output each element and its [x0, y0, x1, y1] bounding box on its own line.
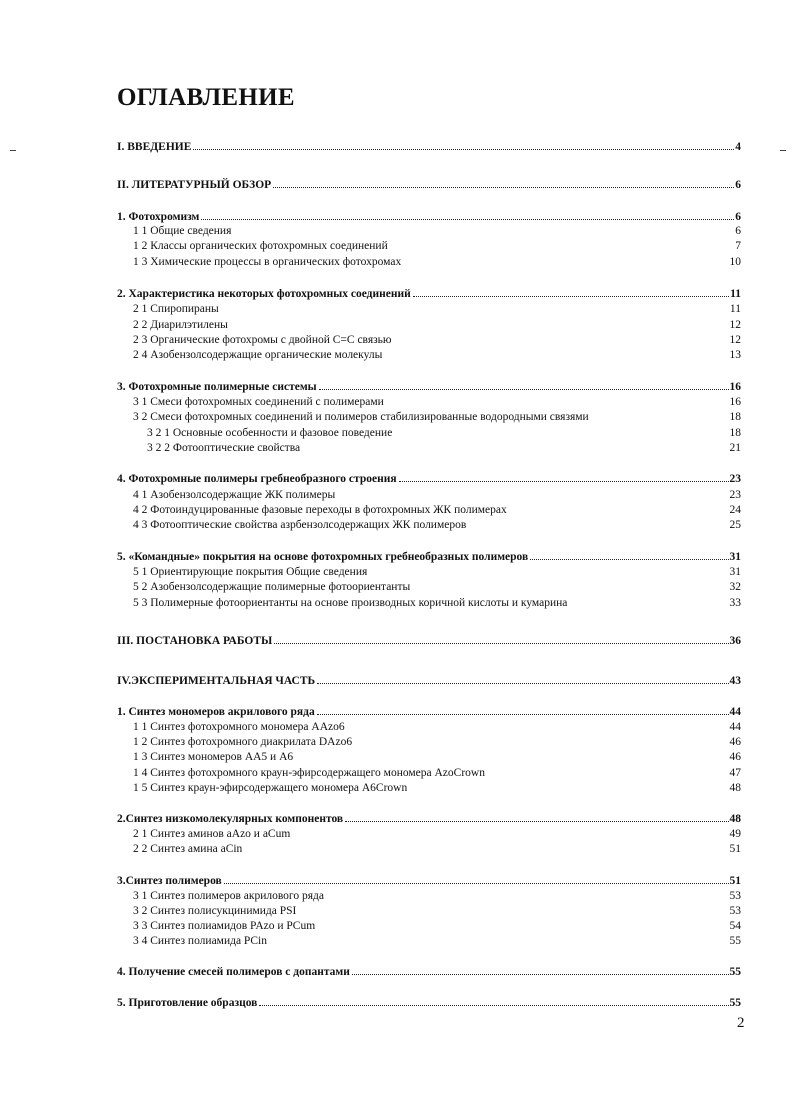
- toc-entry-page: 44: [729, 706, 741, 718]
- toc-entry: [133, 318, 741, 332]
- page-title: ОГЛАВЛЕНИЕ: [117, 84, 295, 111]
- toc-entry-page: 12: [729, 319, 741, 331]
- dot-leader: [530, 559, 728, 560]
- toc-entry-page: 6: [735, 225, 741, 237]
- toc-entry-label: 5 2 Азобензолсодержащие полимерные фотоориентанты: [133, 581, 411, 593]
- toc-entry: [133, 395, 741, 409]
- toc-entry: [117, 178, 741, 192]
- dot-leader: [224, 883, 729, 884]
- toc-entry-page: 31: [729, 566, 741, 578]
- toc-entry-label: 2 1 Синтез аминов aAzo и aCum: [133, 828, 291, 840]
- toc-entry-label: 5. Приготовление образцов: [117, 997, 258, 1009]
- toc-entry-page: 12: [729, 334, 741, 346]
- toc-entry: [133, 904, 741, 918]
- toc-entry-page: 46: [729, 736, 741, 748]
- toc-entry: [133, 333, 741, 347]
- toc-entry-label: 2 4 Азобензолсодержащие органические молекулы: [133, 349, 383, 361]
- toc-entry-page: 21: [729, 442, 741, 454]
- toc-entry-label: 4 3 Фотооптические свойства азрбензолсодержащих ЖК полимеров: [133, 519, 467, 531]
- toc-entry-page: 36: [729, 635, 741, 647]
- toc-entry-page: 24: [729, 504, 741, 516]
- toc-entry-page: 47: [729, 767, 741, 779]
- toc-entry-page: 33: [729, 597, 741, 609]
- toc-entry-label: 3 2 1 Основные особенности и фазовое поведение: [147, 427, 393, 439]
- toc-entry-label: 1 4 Синтез фотохромного краун-эфирсодержащего мономера AzoCrown: [133, 767, 485, 779]
- toc-entry-label: 1 2 Синтез фотохромного диакрилата DAzo6: [133, 736, 353, 748]
- toc-entry: [133, 750, 741, 764]
- toc-entry-label: 2.Синтез низкомолекулярных компонентов: [117, 813, 344, 825]
- toc-entry-label: 2 1 Спиропираны: [133, 303, 219, 315]
- toc-entry-label: 3 2 Синтез полисукцинимида PSI: [133, 905, 297, 917]
- toc-entry-label: IV.ЭКСПЕРИМЕНТАЛЬНАЯ ЧАСТЬ: [117, 675, 316, 687]
- toc-entry-label: 2. Характеристика некоторых фотохромных соединений: [117, 288, 411, 300]
- toc-entry-page: 25: [729, 519, 741, 531]
- dot-leader: [193, 149, 734, 150]
- toc-entry: [133, 503, 741, 517]
- toc-entry-page: 55: [729, 997, 741, 1009]
- toc-entry: [117, 210, 741, 224]
- toc-entry-page: 48: [729, 782, 741, 794]
- toc-entry-page: 43: [729, 675, 741, 687]
- toc-entry-label: III. ПОСТАНОВКА РАБОТЫ: [117, 635, 273, 647]
- toc-entry-page: 11: [729, 303, 741, 315]
- toc-entry-label: 1 1 Общие сведения: [133, 225, 232, 237]
- toc-entry: [133, 302, 741, 316]
- toc-entry-label: I. ВВЕДЕНИЕ: [117, 141, 192, 153]
- toc-entry-page: 11: [730, 288, 741, 300]
- toc-entry: [133, 255, 741, 269]
- toc-entry-page: 10: [729, 256, 741, 268]
- toc-entry: [117, 674, 741, 688]
- scan-mark: [780, 150, 786, 151]
- dot-leader: [317, 683, 728, 684]
- toc-entry: [133, 410, 741, 424]
- toc-entry-label: 4. Получение смесей полимеров с допантами: [117, 966, 350, 978]
- dot-leader: [345, 821, 728, 822]
- toc-entry-page: 18: [729, 411, 741, 423]
- toc-entry: [133, 889, 741, 903]
- toc-entry-label: 3. Фотохромные полимерные системы: [117, 381, 317, 393]
- toc-entry: [133, 488, 741, 502]
- toc-entry: [133, 766, 741, 780]
- toc-entry-page: 49: [729, 828, 741, 840]
- toc-entry-label: 1. Фотохромизм: [117, 211, 200, 223]
- toc-entry-label: 2 2 Диарилэтилены: [133, 319, 228, 331]
- toc-entry-label: II. ЛИТЕРАТУРНЫЙ ОБЗОР: [117, 179, 272, 191]
- toc-entry-page: 51: [729, 875, 741, 887]
- toc-entry-page: 16: [729, 396, 741, 408]
- toc-entry: [147, 441, 741, 455]
- toc-entry-label: 2 2 Синтез амина aCin: [133, 843, 243, 855]
- toc-entry-label: 5. «Командные» покрытия на основе фотохромных гребнеобразных полимеров: [117, 551, 529, 563]
- toc-entry-page: 7: [735, 240, 741, 252]
- toc-entry-page: 44: [729, 721, 741, 733]
- toc-entry-page: 32: [729, 581, 741, 593]
- toc-entry: [147, 426, 741, 440]
- toc-entry: [133, 580, 741, 594]
- toc-entry: [133, 239, 741, 253]
- toc-entry: [117, 874, 741, 888]
- dot-leader: [274, 643, 728, 644]
- toc-entry: [133, 842, 741, 856]
- toc-entry-page: 53: [729, 905, 741, 917]
- dot-leader: [259, 1005, 728, 1006]
- toc-entry-page: 23: [729, 489, 741, 501]
- dot-leader: [399, 481, 729, 482]
- toc-entry-page: 6: [735, 211, 741, 223]
- toc-entry-label: 3.Синтез полимеров: [117, 875, 222, 887]
- toc-entry-label: 4. Фотохромные полимеры гребнеобразного строения: [117, 473, 397, 485]
- toc-entry-label: 1 2 Классы органических фотохромных соединений: [133, 240, 388, 252]
- toc-entry-label: 2 3 Органические фотохромы с двойной C=C связью: [133, 334, 392, 346]
- toc-entry: [117, 140, 741, 154]
- toc-entry-page: 4: [735, 141, 741, 153]
- toc-entry: [117, 965, 741, 979]
- toc-entry-page: 48: [729, 813, 741, 825]
- dot-leader: [273, 187, 734, 188]
- toc-entry: [133, 919, 741, 933]
- toc-entry-page: 53: [729, 890, 741, 902]
- dot-leader: [319, 389, 729, 390]
- toc-entry-page: 6: [735, 179, 741, 191]
- dot-leader: [352, 974, 729, 975]
- toc-entry: [117, 996, 741, 1010]
- toc-entry-label: 3 3 Синтез полиамидов PAzo и PCum: [133, 920, 316, 932]
- toc-entry-label: 5 1 Ориентирующие покрытия Общие сведения: [133, 566, 368, 578]
- toc-entry-label: 3 1 Смеси фотохромных соединений с полимерами: [133, 396, 384, 408]
- toc-entry-label: 4 2 Фотоиндуцированные фазовые переходы в фотохромных ЖК полимерах: [133, 504, 507, 516]
- toc-entry: [133, 781, 741, 795]
- toc-entry: [117, 472, 741, 486]
- toc-entry-label: 1 3 Химические процессы в органических фотохромах: [133, 256, 402, 268]
- toc-entry: [133, 720, 741, 734]
- dot-leader: [201, 219, 734, 220]
- toc-entry: [117, 550, 741, 564]
- toc-entry: [117, 705, 741, 719]
- toc-entry-page: 55: [729, 935, 741, 947]
- page-number: 2: [737, 1015, 745, 1031]
- toc-entry: [133, 596, 741, 610]
- toc-entry: [133, 565, 741, 579]
- toc-entry-label: 1. Синтез мономеров акрилового ряда: [117, 706, 315, 718]
- toc-entry-page: 23: [729, 473, 741, 485]
- toc-entry: [133, 934, 741, 948]
- toc-entry: [117, 634, 741, 648]
- scan-mark: [10, 150, 16, 151]
- toc-entry-page: 16: [729, 381, 741, 393]
- toc-entry: [133, 518, 741, 532]
- toc-entry-label: 3 1 Синтез полимеров акрилового ряда: [133, 890, 324, 902]
- toc-entry: [117, 287, 741, 301]
- toc-entry-page: 54: [729, 920, 741, 932]
- toc-entry-label: 3 2 Смеси фотохромных соединений и полимеров стабилизированные водородными связями: [133, 411, 589, 423]
- toc-entry-page: 55: [729, 966, 741, 978]
- toc-entry-page: 31: [729, 551, 741, 563]
- toc-entry-page: 13: [729, 349, 741, 361]
- toc-entry: [133, 827, 741, 841]
- toc-entry-label: 1 1 Синтез фотохромного мономера AAzo6: [133, 721, 345, 733]
- toc-entry: [117, 812, 741, 826]
- toc-entry-label: 1 5 Синтез краун-эфирсодержащего мономера A6Crown: [133, 782, 408, 794]
- toc-entry: [117, 380, 741, 394]
- toc-entry-page: 18: [729, 427, 741, 439]
- toc-entry-label: 3 2 2 Фотооптические свойства: [147, 442, 301, 454]
- toc-entry: [133, 735, 741, 749]
- dot-leader: [317, 714, 729, 715]
- toc-entry-label: 4 1 Азобензолсодержащие ЖК полимеры: [133, 489, 336, 501]
- toc-entry-label: 5 3 Полимерные фотоориентанты на основе производных коричной кислоты и кумарина: [133, 597, 568, 609]
- toc-entry: [133, 348, 741, 362]
- toc-entry: [133, 224, 741, 238]
- dot-leader: [413, 296, 729, 297]
- toc-entry-label: 1 3 Синтез мономеров АА5 и А6: [133, 751, 294, 763]
- toc-entry-label: 3 4 Синтез полиамида PCin: [133, 935, 267, 947]
- toc-entry-page: 46: [729, 751, 741, 763]
- toc-entry-page: 51: [729, 843, 741, 855]
